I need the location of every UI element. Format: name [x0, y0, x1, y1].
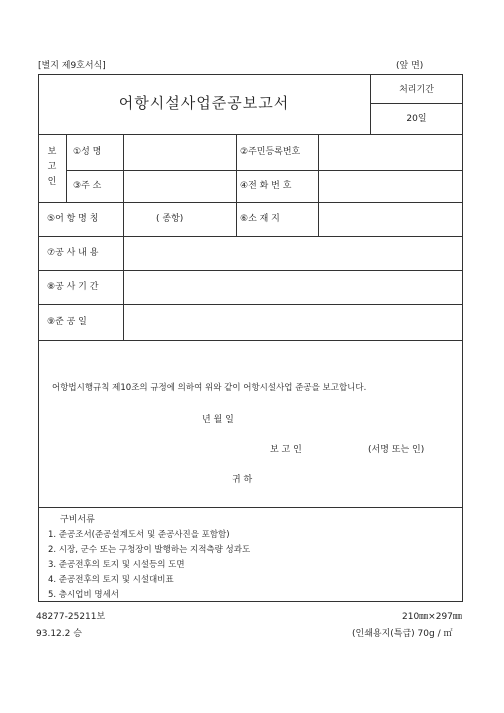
reporter-sign-label: 보 고 인: [270, 445, 302, 455]
page-side: (앞 면): [396, 61, 424, 71]
document-item: 4. 준공전후의 토지 및 시설대비표: [48, 575, 174, 585]
processing-label: 처리기간: [399, 85, 434, 95]
address-label: ③주 소: [73, 181, 102, 191]
title-divider: [370, 74, 371, 134]
processing-value: 20일: [406, 114, 427, 124]
rule-reporter-mid: [66, 170, 463, 171]
form-number: [별지 제9호서식]: [38, 61, 106, 71]
statement-text: 어항법시행규칙 제10조의 규정에 의하여 위와 같이 어항시설사업 준공을 보고합니다.: [52, 383, 367, 393]
signature-hint: (서명 또는 인): [368, 445, 425, 455]
document-item: 2. 시장, 군수 또는 구청장이 발행하는 지적측량 성과도: [48, 545, 251, 555]
rule-reporter-bottom: [38, 202, 463, 203]
footer-date: 93.12.2 승: [36, 629, 82, 639]
form-title: 어항시설사업준공보고서: [118, 94, 290, 112]
work-content-label: ⑦공 사 내 용: [47, 248, 99, 258]
document-item: 1. 준공조서(준공설계도서 및 준공사진을 포함함): [48, 530, 230, 540]
addressee: 귀 하: [232, 475, 253, 485]
harbor-type-hint: ( 종항): [156, 214, 184, 224]
rule-harbor-bottom: [38, 236, 463, 237]
rule-statement-bottom: [38, 507, 463, 508]
phone-label: ④전 화 번 호: [240, 181, 292, 191]
rule-period-bottom: [38, 304, 463, 305]
rule-mid-label-col: [236, 134, 237, 236]
footer-paper: (인쇄용지(특급) 70g / ㎡: [352, 629, 453, 639]
resident-id-label: ②주민등록번호: [240, 147, 301, 157]
processing-divider: [370, 103, 463, 104]
reporter-label-3: 인: [47, 177, 57, 187]
work-period-label: ⑧공 사 기 간: [47, 282, 99, 292]
rule-title-bottom: [38, 134, 463, 135]
location-label: ⑥소 재 지: [240, 214, 280, 224]
rule-content-bottom: [38, 270, 463, 271]
footer-code: 48277-25211보: [36, 612, 106, 622]
rule-reporter-label-col: [66, 134, 67, 202]
harbor-name-label: ⑤어 항 명 칭: [47, 214, 99, 224]
rule-completion-bottom: [38, 340, 463, 341]
reporter-label-1: 보: [47, 147, 57, 157]
reporter-label-2: 고: [47, 162, 57, 172]
name-label: ①성 명: [73, 147, 102, 157]
footer-size: 210㎜×297㎜: [402, 612, 462, 622]
rule-mid-value-col: [318, 134, 319, 236]
document-item: 5. 층시업비 명세서: [48, 590, 119, 600]
completion-date-label: ⑨준 공 일: [47, 317, 87, 327]
rule-label-col: [123, 134, 124, 340]
documents-heading: 구비서류: [60, 515, 95, 525]
document-item: 3. 준공전후의 토지 및 시설등의 도면: [48, 560, 185, 570]
date-line: 년 월 일: [202, 415, 234, 425]
